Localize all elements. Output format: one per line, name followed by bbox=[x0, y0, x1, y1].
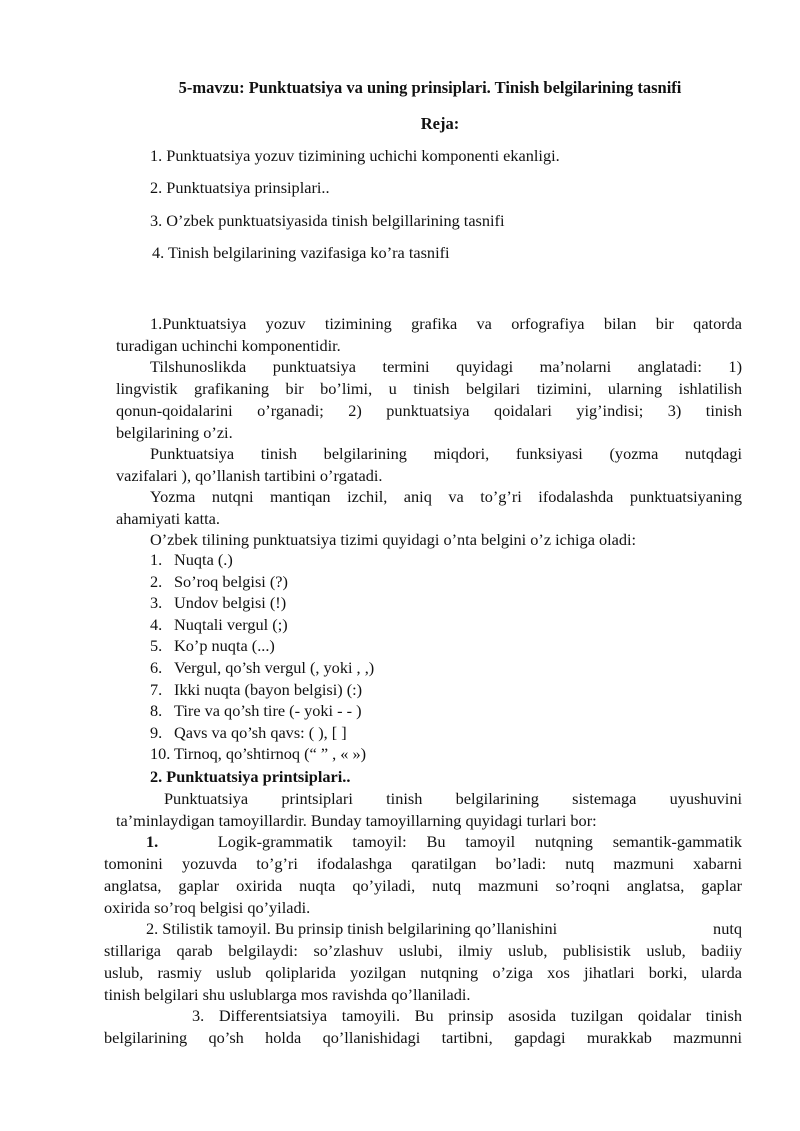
text-line: belgilarining qo’sh holda qo’llanishidagi tartibni, gapdagi murakkab mazmunni bbox=[104, 1028, 742, 1047]
list-item: 3. Undov belgisi (!) bbox=[150, 593, 287, 613]
plan-heading: Reja: bbox=[420, 114, 460, 133]
paragraph-2 bbox=[116, 356, 742, 444]
plan-item: 4. Tinish belgilarining vazifasiga ko’ra tasnifi bbox=[152, 243, 450, 262]
list-item: 8. Tire va qo’sh tire (- yoki - - ) bbox=[150, 701, 362, 721]
document-title: 5-mavzu: Punktuatsiya va uning prinsiplari. Tinish belgilarining tasnifi bbox=[178, 78, 682, 97]
paragraph-1 bbox=[116, 313, 742, 357]
paragraph-6 bbox=[116, 788, 742, 832]
text-line: tinish belgilari shu uslublarga mos ravishda qo’llaniladi. bbox=[104, 985, 471, 1004]
punctuation-marks-list bbox=[150, 549, 374, 765]
text-line: vazifalari ), qo’llanish tartibini o’rgatadi. bbox=[116, 466, 383, 485]
plan-item: 2. Punktuatsiya prinsiplari.. bbox=[150, 178, 330, 197]
text-line: Punktuatsiya tinish belgilarining miqdori, funksiyasi (yozma nutqdagi bbox=[150, 444, 742, 463]
text-line: Yozma nutqni mantiqan izchil, aniq va to’g’ri ifodalashda punktuatsiyaning bbox=[150, 487, 742, 506]
list-item: 7. Ikki nuqta (bayon belgisi) (:) bbox=[150, 679, 363, 699]
text-line: qonun-qoidalarini o’rganadi; 2) punktuatsiya qoidalari yig’indisi; 3) tinish bbox=[116, 401, 742, 420]
text-line: 1. Logik-grammatik tamoyil: Bu tamoyil nutqning semantik-gammatik bbox=[146, 832, 743, 851]
text-line: anglatsa, gaplar oxirida nuqta qo’yiladi, nutq mazmuni so’roqni anglatsa, gaplar bbox=[104, 876, 742, 895]
text-line: Tilshunoslikda punktuatsiya termini quyidagi ma’nolarni anglatadi: 1) bbox=[150, 357, 742, 376]
text-line: ta’minlaydigan tamoyillardir. Bunday tamoyillarning quyidagi turlari bor: bbox=[116, 811, 597, 830]
section-2-heading: 2. Punktuatsiya printsiplari.. bbox=[150, 767, 351, 786]
text-line: turadigan uchinchi komponentidir. bbox=[116, 336, 341, 355]
text-line: belgilarining o’zi. bbox=[116, 423, 233, 442]
text-line: ahamiyati katta. bbox=[116, 509, 220, 528]
plan-item: 1. Punktuatsiya yozuv tizimining uchichi komponenti ekanligi. bbox=[150, 146, 560, 165]
text-line: 1.Punktuatsiya yozuv tizimining grafika va orfografiya bilan bir qatorda bbox=[150, 314, 742, 333]
text-line: tomonini yozuvda to’g’ri ifodalashga qaratilgan bo’ladi: nutq mazmuni xabarni bbox=[104, 854, 742, 873]
list-item: 10. Tirnoq, qo’shtirnoq (“ ” , « ») bbox=[150, 744, 367, 764]
text-line: 3. Differentsiatsiya tamoyili. Bu prinsip asosida tuzilgan qoidalar tinish bbox=[192, 1006, 742, 1025]
paragraph-7 bbox=[104, 831, 742, 919]
paragraph-5: O’zbek tilining punktuatsiya tizimi quyidagi o’nta belgini o’z ichiga oladi: bbox=[150, 530, 637, 549]
paragraph-9 bbox=[104, 1005, 742, 1049]
text-line: Punktuatsiya printsiplari tinish belgilarining sistemaga uyushuvini bbox=[164, 789, 742, 808]
plan-item: 3. O’zbek punktuatsiyasida tinish belgillarining tasnifi bbox=[150, 211, 505, 230]
text-line: uslub, rasmiy uslub qoliplarida yozilgan nutqning o’ziga xos jihatlari borki, ularda bbox=[104, 963, 742, 982]
list-item: 1. Nuqta (.) bbox=[150, 550, 233, 569]
text-line: lingvistik grafikaning bir bo’limi, u tinish belgilari tizimini, ularning ishlatilish bbox=[116, 379, 742, 398]
list-item: 4. Nuqtali vergul (;) bbox=[150, 614, 288, 634]
paragraph-8 bbox=[104, 918, 742, 1006]
list-item: 5. Ko’p nuqta (...) bbox=[150, 636, 275, 656]
list-item: 9. Qavs va qo’sh qavs: ( ), [ ] bbox=[150, 722, 347, 742]
paragraph-4 bbox=[116, 486, 742, 530]
text-line: 2. Stilistik tamoyil. Bu prinsip tinish belgilarining qo’llanishini nutq bbox=[146, 919, 742, 938]
list-item: 6. Vergul, qo’sh vergul (, yoki , ,) bbox=[150, 657, 375, 677]
list-item: 2. So’roq belgisi (?) bbox=[150, 571, 288, 591]
text-line: stillariga qarab belgilaydi: so’zlashuv uslubi, ilmiy uslub, publisistik uslub, badiiy bbox=[104, 941, 742, 960]
text-line: oxirida so’roq belgisi qo’yiladi. bbox=[104, 898, 311, 917]
paragraph-3 bbox=[116, 443, 742, 487]
